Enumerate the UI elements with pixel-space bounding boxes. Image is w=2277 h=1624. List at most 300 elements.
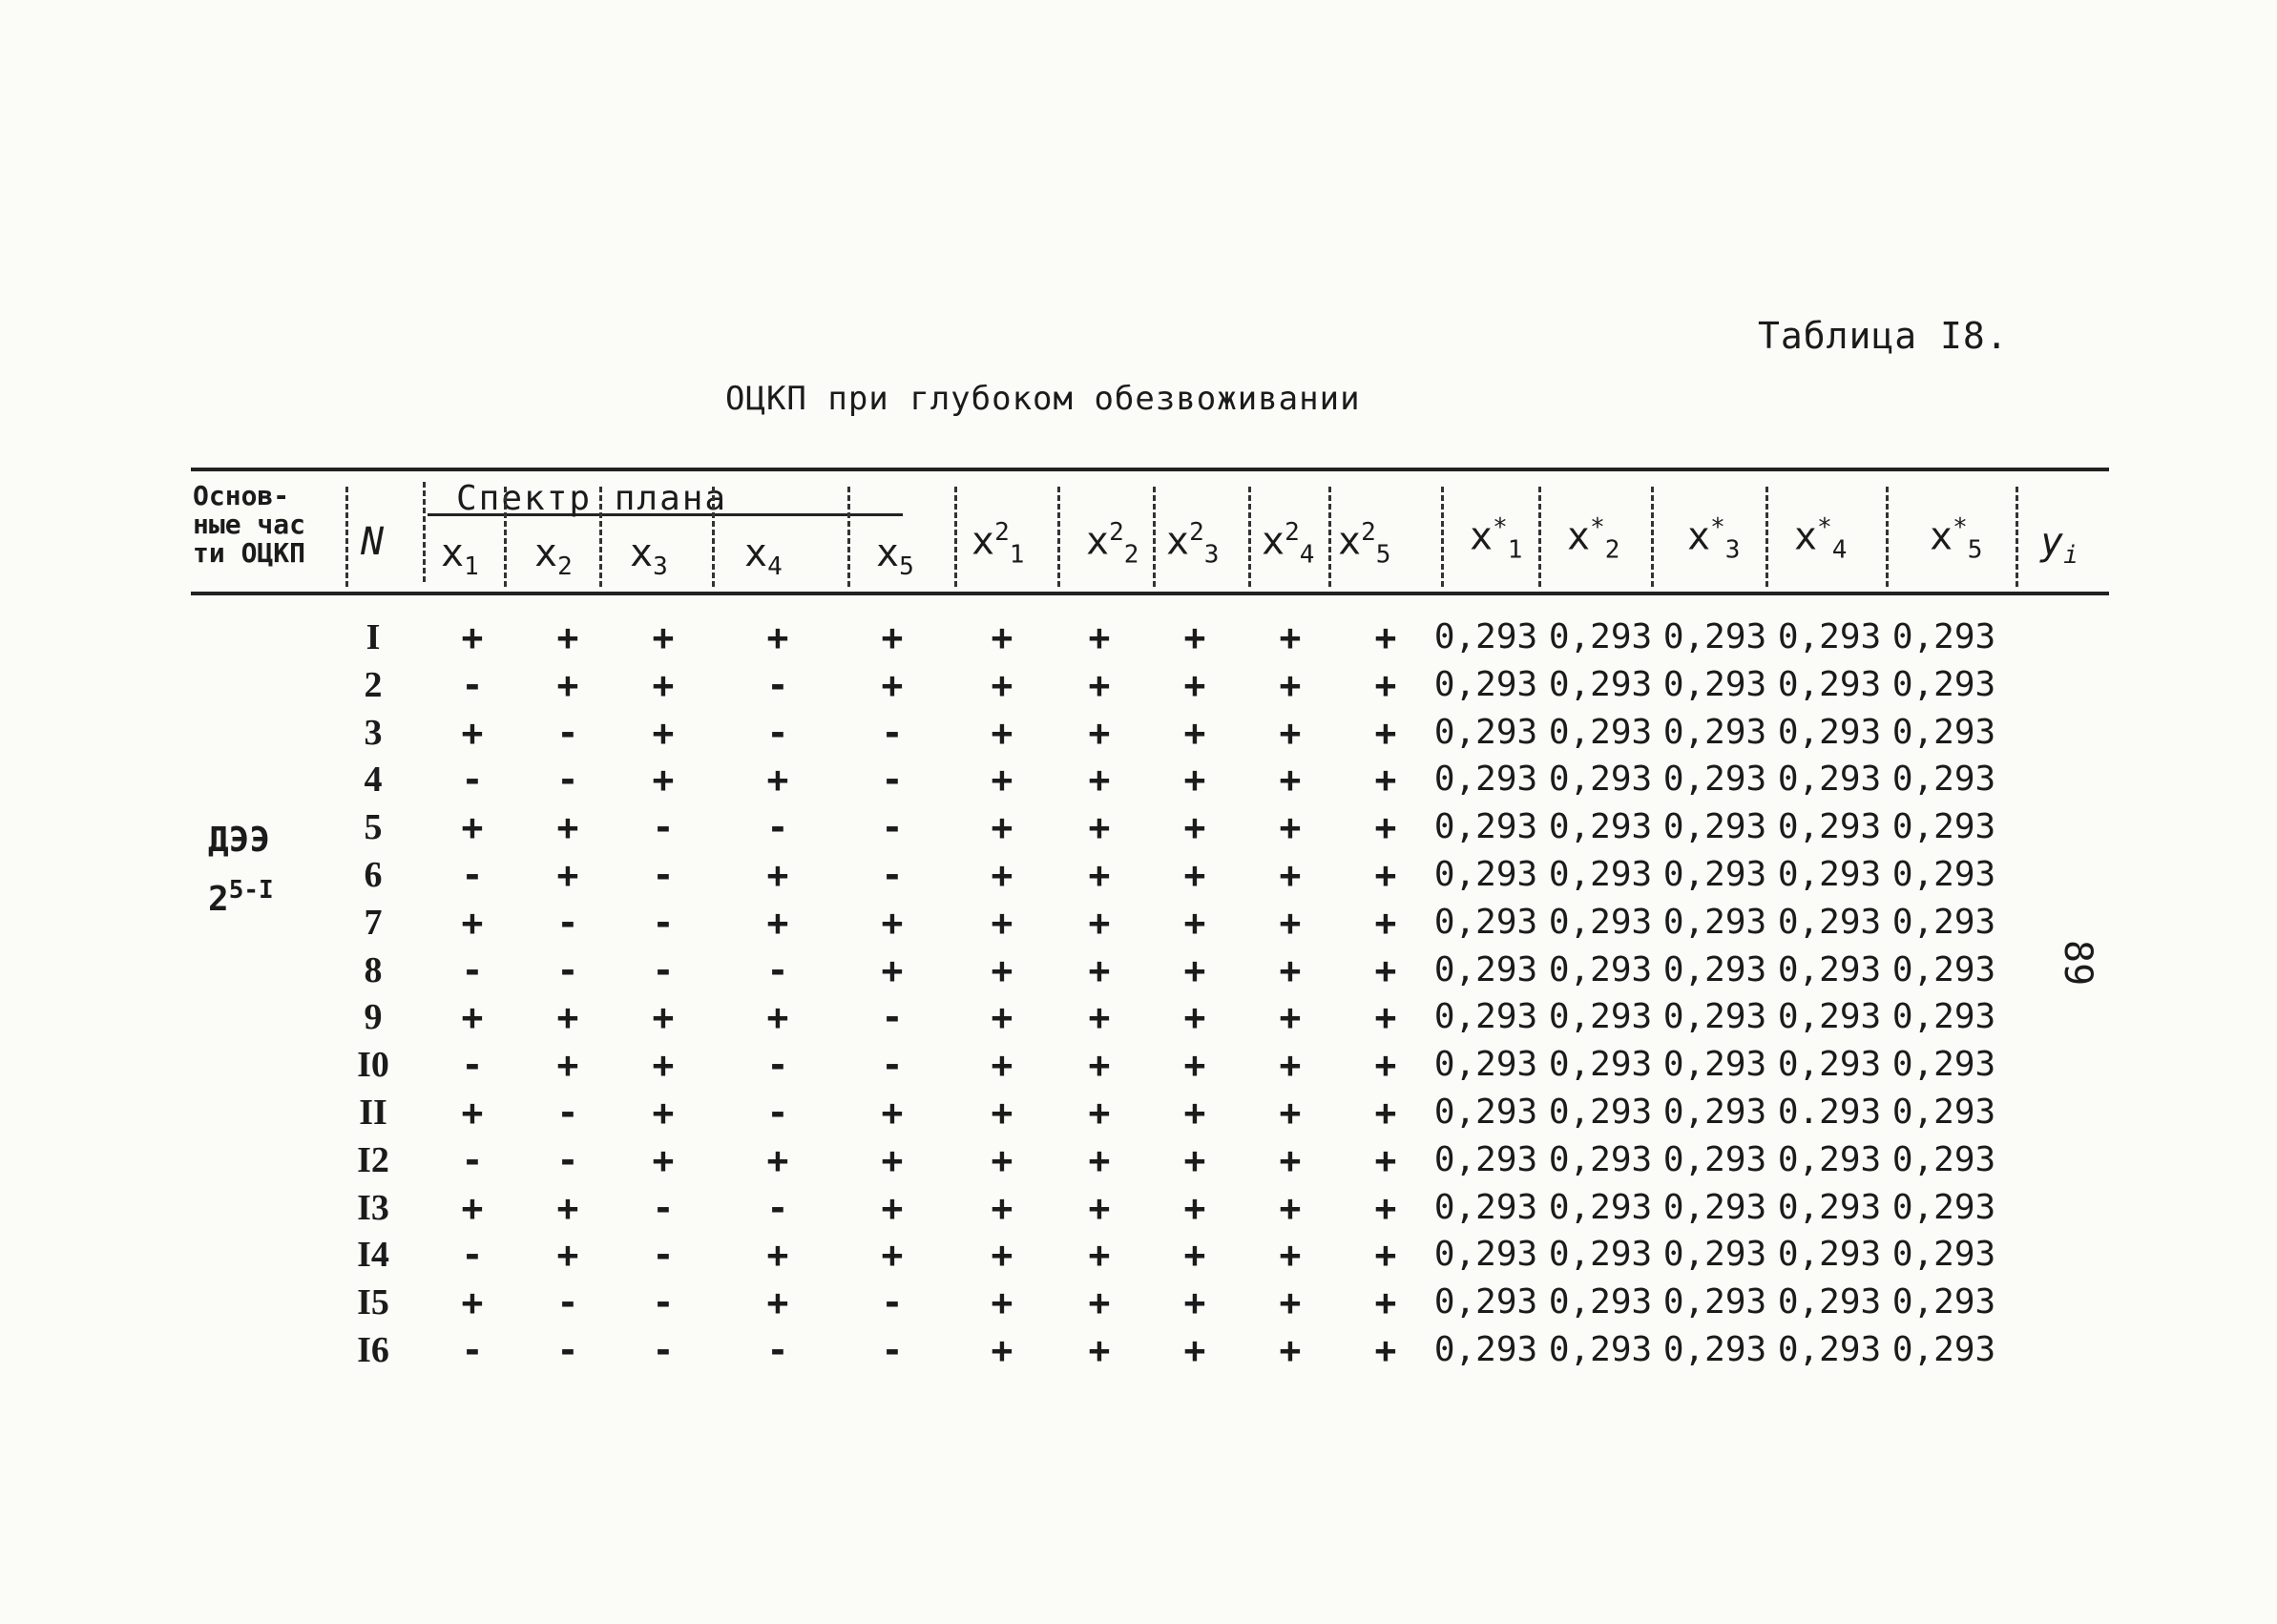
cell-x2-star: 0,293 (1548, 1235, 1653, 1275)
cell-x5-squared: + (1374, 1138, 1397, 1181)
cell-x5: + (881, 1186, 904, 1229)
cell-x5: + (881, 616, 904, 658)
header-x3-star: $x^*_3$ (1687, 513, 1741, 565)
cell-x4: + (766, 616, 789, 658)
cell-x2-star: 0,293 (1548, 1330, 1653, 1369)
cell-x3-squared: + (1183, 711, 1206, 754)
cell-x1: - (461, 1138, 484, 1181)
cell-x5: - (881, 806, 904, 849)
cell-x3-star: 0,293 (1662, 807, 1767, 847)
cell-x3: + (652, 663, 675, 706)
cell-x3: + (652, 711, 675, 754)
cell-x4-squared: + (1279, 1092, 1302, 1134)
cell-x4-squared: + (1279, 663, 1302, 706)
cell-x5-squared: + (1374, 1186, 1397, 1229)
cell-x5: - (881, 759, 904, 802)
cell-x4-squared: + (1279, 711, 1302, 754)
cell-x5-star: 0,293 (1891, 902, 1996, 942)
cell-x3-squared: + (1183, 1092, 1206, 1134)
cell-x3: + (652, 1092, 675, 1134)
cell-x1-squared: + (991, 759, 1013, 802)
cell-x5-squared: + (1374, 711, 1397, 754)
cell-x4: - (766, 711, 789, 754)
cell-x4: - (766, 948, 789, 991)
cell-x1-squared: + (991, 711, 1013, 754)
cell-x5: - (881, 854, 904, 896)
cell-x5-star: 0,293 (1891, 807, 1996, 847)
cell-x4: + (766, 1234, 789, 1277)
table-caption: Таблица I8. (1758, 315, 2009, 357)
cell-x5: - (881, 1281, 904, 1324)
row-number: I4 (357, 1235, 389, 1276)
row-number: 8 (364, 949, 383, 990)
cell-x2-squared: + (1088, 759, 1111, 802)
header-separator (345, 487, 348, 587)
cell-x3-squared: + (1183, 1186, 1206, 1229)
cell-x2-star: 0,293 (1548, 1187, 1653, 1227)
cell-x5-star: 0,293 (1891, 712, 1996, 752)
header-y: $y_i$ (2040, 520, 2079, 570)
header-x2-squared: $x^2_2$ (1086, 518, 1139, 570)
header-separator (1651, 487, 1654, 587)
header-separator (1538, 487, 1541, 587)
header-separator (1057, 487, 1060, 587)
cell-x2: + (556, 1044, 579, 1087)
header-separator (1886, 487, 1889, 587)
cell-x5: - (881, 996, 904, 1039)
cell-x2: - (556, 1329, 579, 1371)
cell-x1-star: 0,293 (1433, 997, 1538, 1037)
cell-x4-star: 0,293 (1777, 1187, 1882, 1227)
table-row (0, 1184, 2277, 1232)
cell-x2-squared: + (1088, 663, 1111, 706)
cell-x5-squared: + (1374, 854, 1397, 896)
cell-x1: + (461, 616, 484, 658)
cell-x5: - (881, 711, 904, 754)
cell-x4-squared: + (1279, 996, 1302, 1039)
table-row (0, 899, 2277, 947)
row-number: 2 (364, 664, 383, 705)
table-row (0, 756, 2277, 803)
cell-x2-star: 0,293 (1548, 1045, 1653, 1085)
cell-x1-star: 0,293 (1433, 1187, 1538, 1227)
cell-x4-star: 0,293 (1777, 1235, 1882, 1275)
cell-x3-squared: + (1183, 1138, 1206, 1181)
cell-x1-squared: + (991, 1234, 1013, 1277)
cell-x4: - (766, 1329, 789, 1371)
cell-x5-star: 0,293 (1891, 1045, 1996, 1085)
row-number: 3 (364, 712, 383, 753)
cell-x2-squared: + (1088, 1186, 1111, 1229)
cell-x5-squared: + (1374, 1329, 1397, 1371)
header-separator (423, 482, 426, 582)
cell-x5-squared: + (1374, 1234, 1397, 1277)
header-x1-squared: $x^2_1$ (971, 518, 1025, 570)
header-separator (1328, 487, 1331, 587)
cell-x2: + (556, 996, 579, 1039)
cell-x1: - (461, 759, 484, 802)
table-row (0, 1326, 2277, 1374)
table-row (0, 947, 2277, 994)
cell-x3-squared: + (1183, 1281, 1206, 1324)
header-x5: $x_5$ (876, 531, 914, 581)
cell-x4: - (766, 1186, 789, 1229)
cell-x5-star: 0,293 (1891, 1282, 1996, 1322)
header-separator (1765, 487, 1768, 587)
cell-x4-star: 0,293 (1777, 902, 1882, 942)
cell-x3-squared: + (1183, 996, 1206, 1039)
cell-x4-star: 0,293 (1777, 664, 1882, 704)
cell-x3: - (652, 806, 675, 849)
cell-x1-squared: + (991, 901, 1013, 944)
cell-x3-star: 0,293 (1662, 949, 1767, 989)
cell-x2: + (556, 616, 579, 658)
cell-x5-squared: + (1374, 759, 1397, 802)
cell-x2-squared: + (1088, 1092, 1111, 1134)
header-separator (712, 487, 715, 587)
cell-x4: + (766, 996, 789, 1039)
cell-x5-star: 0,293 (1891, 1235, 1996, 1275)
cell-x2-squared: + (1088, 616, 1111, 658)
cell-x1-squared: + (991, 1138, 1013, 1181)
header-x1: $x_1$ (441, 531, 479, 581)
cell-x1-star: 0,293 (1433, 902, 1538, 942)
cell-x5: + (881, 1092, 904, 1134)
header-x5-star: $x^*_5$ (1930, 513, 1983, 565)
row-number: 5 (364, 807, 383, 848)
cell-x1-star: 0,293 (1433, 1045, 1538, 1085)
cell-x2-star: 0,293 (1548, 760, 1653, 800)
table-row (0, 614, 2277, 661)
cell-x2: - (556, 711, 579, 754)
cell-x3-star: 0,293 (1662, 712, 1767, 752)
row-number: 9 (364, 997, 383, 1038)
cell-x3-squared: + (1183, 1234, 1206, 1277)
cell-x3-squared: + (1183, 759, 1206, 802)
header-x2-star: $x^*_2$ (1567, 513, 1620, 565)
cell-x2-star: 0,293 (1548, 807, 1653, 847)
header-separator (1153, 487, 1156, 587)
cell-x4-squared: + (1279, 854, 1302, 896)
cell-x3: - (652, 901, 675, 944)
cell-x3-squared: + (1183, 663, 1206, 706)
cell-x4-star: 0,293 (1777, 1045, 1882, 1085)
row-number: II (359, 1093, 387, 1133)
header-n: N (361, 520, 385, 564)
cell-x2-squared: + (1088, 1044, 1111, 1087)
cell-x5-squared: + (1374, 616, 1397, 658)
table-row (0, 1089, 2277, 1136)
header-main-parts (193, 482, 305, 568)
cell-x1: + (461, 996, 484, 1039)
cell-x2-squared: + (1088, 806, 1111, 849)
cell-x1: + (461, 806, 484, 849)
cell-x3-squared: + (1183, 616, 1206, 658)
cell-x2-squared: + (1088, 1329, 1111, 1371)
cell-x1-squared: + (991, 1044, 1013, 1087)
cell-x4-star: 0,293 (1777, 617, 1882, 656)
cell-x1-star: 0,293 (1433, 1330, 1538, 1369)
header-x3: $x_3$ (630, 531, 668, 581)
cell-x3-squared: + (1183, 1044, 1206, 1087)
cell-x2: - (556, 1138, 579, 1181)
cell-x5: + (881, 1234, 904, 1277)
header-x2: $x_2$ (534, 531, 573, 581)
cell-x5-squared: + (1374, 1044, 1397, 1087)
cell-x5-squared: + (1374, 996, 1397, 1039)
cell-x5-star: 0,293 (1891, 1093, 1996, 1132)
cell-x5: - (881, 1329, 904, 1371)
cell-x2-squared: + (1088, 1281, 1111, 1324)
cell-x2: - (556, 1281, 579, 1324)
group-base: 2 (208, 880, 229, 919)
cell-x2-star: 0,293 (1548, 997, 1653, 1037)
table-row (0, 661, 2277, 709)
cell-x4-star: 0,293 (1777, 997, 1882, 1037)
cell-x2-squared: + (1088, 854, 1111, 896)
cell-x3: + (652, 759, 675, 802)
cell-x4-star: 0,293 (1777, 1282, 1882, 1322)
cell-x3-squared: + (1183, 1329, 1206, 1371)
group-name: ДЭЭ (208, 821, 271, 860)
cell-x1-star: 0,293 (1433, 617, 1538, 656)
cell-x5: + (881, 1138, 904, 1181)
cell-x2: + (556, 1234, 579, 1277)
cell-x3: + (652, 616, 675, 658)
table-row (0, 1136, 2277, 1184)
header-x4: $x_4$ (744, 531, 783, 581)
cell-x1-squared: + (991, 1186, 1013, 1229)
table-row (0, 803, 2277, 851)
cell-x4: - (766, 1092, 789, 1134)
cell-x3: - (652, 854, 675, 896)
cell-x1-star: 0,293 (1433, 664, 1538, 704)
cell-x2-squared: + (1088, 711, 1111, 754)
group-exponent: 5-I (228, 876, 274, 905)
cell-x5-star: 0,293 (1891, 949, 1996, 989)
cell-x5: - (881, 1044, 904, 1087)
cell-x5-star: 0,293 (1891, 664, 1996, 704)
cell-x5-star: 0,293 (1891, 1330, 1996, 1369)
cell-x4-squared: + (1279, 1044, 1302, 1087)
cell-x4: - (766, 663, 789, 706)
cell-x5-squared: + (1374, 806, 1397, 849)
table-title: ОЦКП при глубоком обезвоживании (725, 380, 1361, 418)
cell-x2: - (556, 901, 579, 944)
cell-x3-star: 0,293 (1662, 997, 1767, 1037)
cell-x4-star: 0,293 (1777, 760, 1882, 800)
cell-x2: + (556, 663, 579, 706)
cell-x2-squared: + (1088, 996, 1111, 1039)
cell-x5-star: 0,293 (1891, 1139, 1996, 1179)
cell-x1: - (461, 1234, 484, 1277)
cell-x5-squared: + (1374, 663, 1397, 706)
cell-x2: - (556, 1092, 579, 1134)
header-x4-star: $x^*_4$ (1794, 513, 1848, 565)
header-separator (1248, 487, 1251, 587)
cell-x5-star: 0,293 (1891, 997, 1996, 1037)
cell-x1: + (461, 901, 484, 944)
cell-x1-star: 0,293 (1433, 760, 1538, 800)
cell-x3-squared: + (1183, 854, 1206, 896)
header-x5-squared: $x^2_5$ (1338, 518, 1391, 570)
cell-x4-star: 0,293 (1777, 1330, 1882, 1369)
cell-x4-squared: + (1279, 1138, 1302, 1181)
cell-x1: - (461, 948, 484, 991)
cell-x5-star: 0,293 (1891, 760, 1996, 800)
cell-x4-star: 0,293 (1777, 949, 1882, 989)
cell-x4-squared: + (1279, 806, 1302, 849)
cell-x1: + (461, 1186, 484, 1229)
header-separator (954, 487, 957, 587)
row-number: I3 (357, 1187, 389, 1228)
cell-x2-star: 0,293 (1548, 855, 1653, 894)
cell-x1-squared: + (991, 806, 1013, 849)
header-separator (2016, 487, 2018, 587)
page-number: 89 (2056, 940, 2099, 987)
cell-x4: + (766, 759, 789, 802)
cell-x2-squared: + (1088, 901, 1111, 944)
cell-x3-star: 0,293 (1662, 1235, 1767, 1275)
table-row (0, 1231, 2277, 1279)
cell-x2-star: 0,293 (1548, 902, 1653, 942)
cell-x2-star: 0,293 (1548, 617, 1653, 656)
cell-x4-squared: + (1279, 1281, 1302, 1324)
cell-x3-star: 0,293 (1662, 1282, 1767, 1322)
cell-x1-star: 0,293 (1433, 807, 1538, 847)
header-spectrum: Спектр плана (456, 479, 728, 518)
cell-x3-star: 0,293 (1662, 664, 1767, 704)
header-separator (504, 487, 507, 587)
cell-x4-star: 0,293 (1777, 1139, 1882, 1179)
cell-x3-squared: + (1183, 806, 1206, 849)
cell-x4-star: 0.293 (1777, 1093, 1882, 1132)
cell-x3-star: 0,293 (1662, 855, 1767, 894)
table-row (0, 709, 2277, 757)
cell-x2-star: 0,293 (1548, 949, 1653, 989)
row-number: I5 (357, 1282, 389, 1323)
cell-x3: + (652, 1044, 675, 1087)
cell-x4: + (766, 1281, 789, 1324)
cell-x5: + (881, 948, 904, 991)
cell-x1-squared: + (991, 996, 1013, 1039)
cell-x3-star: 0,293 (1662, 1139, 1767, 1179)
cell-x5-star: 0,293 (1891, 855, 1996, 894)
cell-x4-squared: + (1279, 1234, 1302, 1277)
cell-x1-squared: + (991, 616, 1013, 658)
cell-x2: + (556, 854, 579, 896)
cell-x4-star: 0,293 (1777, 855, 1882, 894)
cell-x1-star: 0,293 (1433, 712, 1538, 752)
cell-x5-squared: + (1374, 1281, 1397, 1324)
row-number: I0 (357, 1045, 389, 1086)
cell-x3-star: 0,293 (1662, 1093, 1767, 1132)
cell-x1: + (461, 1092, 484, 1134)
cell-x1: - (461, 663, 484, 706)
cell-x4-squared: + (1279, 1329, 1302, 1371)
header-main-line-3: ти ОЦКП (193, 537, 306, 569)
cell-x1-star: 0,293 (1433, 1139, 1538, 1179)
cell-x2-star: 0,293 (1548, 1282, 1653, 1322)
cell-x1-squared: + (991, 663, 1013, 706)
header-x4-squared: $x^2_4$ (1262, 518, 1315, 570)
header-bottom-rule (191, 592, 2109, 595)
cell-x1: + (461, 711, 484, 754)
cell-x2: + (556, 806, 579, 849)
cell-x4-squared: + (1279, 1186, 1302, 1229)
row-number: 7 (364, 902, 383, 943)
cell-x4-squared: + (1279, 901, 1302, 944)
cell-x3-star: 0,293 (1662, 1045, 1767, 1085)
cell-x1-squared: + (991, 1329, 1013, 1371)
row-number: 4 (364, 760, 383, 801)
table-row (0, 851, 2277, 899)
cell-x5-star: 0,293 (1891, 1187, 1996, 1227)
header-main-line-1: Основ- (193, 480, 290, 511)
cell-x3-star: 0,293 (1662, 902, 1767, 942)
cell-x4: + (766, 1138, 789, 1181)
cell-x4-squared: + (1279, 948, 1302, 991)
cell-x3: + (652, 1138, 675, 1181)
cell-x3-star: 0,293 (1662, 617, 1767, 656)
cell-x5: + (881, 901, 904, 944)
cell-x2-squared: + (1088, 1234, 1111, 1277)
cell-x3-star: 0,293 (1662, 760, 1767, 800)
cell-x3: - (652, 1186, 675, 1229)
cell-x5: + (881, 663, 904, 706)
cell-x3-star: 0,293 (1662, 1330, 1767, 1369)
cell-x3: - (652, 1329, 675, 1371)
cell-x1: - (461, 854, 484, 896)
cell-x5-squared: + (1374, 948, 1397, 991)
cell-x4: + (766, 854, 789, 896)
cell-x1-squared: + (991, 948, 1013, 991)
cell-x5-squared: + (1374, 901, 1397, 944)
cell-x3-squared: + (1183, 901, 1206, 944)
cell-x2-star: 0,293 (1548, 1093, 1653, 1132)
cell-x2-star: 0,293 (1548, 712, 1653, 752)
row-number: I (366, 617, 381, 657)
cell-x4-star: 0,293 (1777, 807, 1882, 847)
row-number: 6 (364, 855, 383, 895)
cell-x5-squared: + (1374, 1092, 1397, 1134)
cell-x2-star: 0,293 (1548, 1139, 1653, 1179)
cell-x3: - (652, 948, 675, 991)
cell-x5-star: 0,293 (1891, 617, 1996, 656)
table-row (0, 1279, 2277, 1326)
cell-x1-star: 0,293 (1433, 855, 1538, 894)
header-separator (1441, 487, 1444, 587)
header-main-line-2: ные час (193, 509, 306, 540)
cell-x4-squared: + (1279, 759, 1302, 802)
header-separator (599, 487, 602, 587)
cell-x1: - (461, 1329, 484, 1371)
cell-x1-star: 0,293 (1433, 1235, 1538, 1275)
table-row (0, 993, 2277, 1041)
cell-x2-squared: + (1088, 948, 1111, 991)
cell-x2: - (556, 759, 579, 802)
row-number: I2 (357, 1139, 389, 1180)
table-top-rule (191, 468, 2109, 471)
cell-x2-squared: + (1088, 1138, 1111, 1181)
header-x3-squared: $x^2_3$ (1166, 518, 1220, 570)
cell-x1-squared: + (991, 1281, 1013, 1324)
cell-x3: - (652, 1234, 675, 1277)
cell-x3-squared: + (1183, 948, 1206, 991)
cell-x1-star: 0,293 (1433, 1093, 1538, 1132)
header-x1-star: $x^*_1$ (1470, 513, 1523, 565)
cell-x4: + (766, 901, 789, 944)
